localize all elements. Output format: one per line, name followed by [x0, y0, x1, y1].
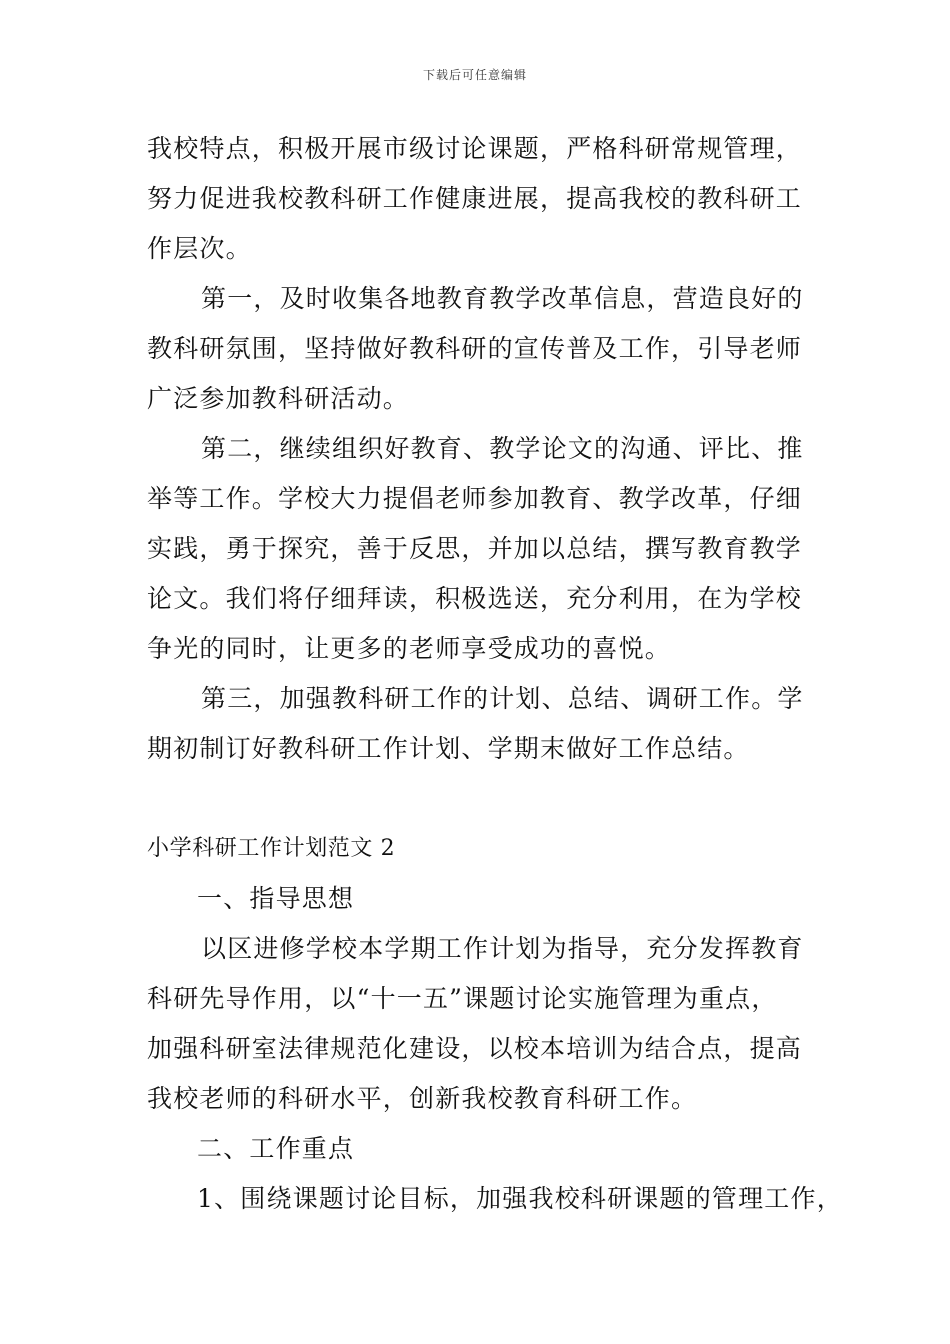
text-line: 广泛参加教科研活动。 — [147, 384, 410, 413]
text-line: 第三，加强教科研工作的计划、总结、调研工作。学 — [201, 684, 804, 713]
subheading-guiding-thought: 一、指导思想 — [197, 884, 355, 913]
text-line: 举等工作。学校大力提倡老师参加教育、教学改革，仔细 — [147, 484, 803, 513]
paragraph-2 — [147, 274, 822, 424]
paragraph-1 — [147, 124, 822, 274]
text-line: 期初制订好教科研工作计划、学期末做好工作总结。 — [147, 734, 750, 763]
section-title: 小学科研工作计划范文 2 — [147, 836, 396, 861]
document-body — [147, 124, 843, 1224]
text-line: 第二，继续组织好教育、教学论文的沟通、评比、推 — [201, 434, 804, 463]
text-line: 争光的同时，让更多的老师享受成功的喜悦。 — [147, 634, 672, 663]
text-line: 论文。我们将仔细拜读，积极选送，充分利用，在为学校 — [147, 584, 803, 613]
paragraph-6 — [147, 1174, 843, 1224]
text-line: 作层次。 — [147, 234, 252, 263]
subheading-work-focus: 二、工作重点 — [197, 1134, 355, 1163]
text-line: 加强科研室法律规范化建设，以校本培训为结合点，提高 — [147, 1034, 803, 1063]
text-line: 科研先导作用，以“十一五”课题讨论实施管理为重点， — [147, 984, 778, 1013]
text-line: 第一，及时收集各地教育教学改革信息，营造良好的 — [201, 284, 804, 313]
paragraph-5 — [147, 924, 822, 1124]
text-line: 我校老师的科研水平，创新我校教育科研工作。 — [147, 1084, 698, 1113]
paragraph-4 — [147, 674, 822, 774]
text-line: 实践，勇于探究，善于反思，并加以总结，撰写教育教学 — [147, 534, 803, 563]
text-line: 努力促进我校教科研工作健康进展，提高我校的教科研工 — [147, 184, 803, 213]
paragraph-3 — [147, 424, 822, 674]
text-line: 以区进修学校本学期工作计划为指导，充分发挥教育 — [201, 934, 804, 963]
text-line: 1、围绕课题讨论目标，加强我校科研课题的管理工作， — [197, 1184, 843, 1213]
page-header: 下载后可任意编辑 — [422, 68, 527, 82]
text-line: 教科研氛围，坚持做好教科研的宣传普及工作，引导老师 — [147, 334, 803, 363]
text-line: 我校特点，积极开展市级讨论课题，严格科研常规管理， — [147, 134, 803, 163]
spacer — [147, 774, 822, 824]
